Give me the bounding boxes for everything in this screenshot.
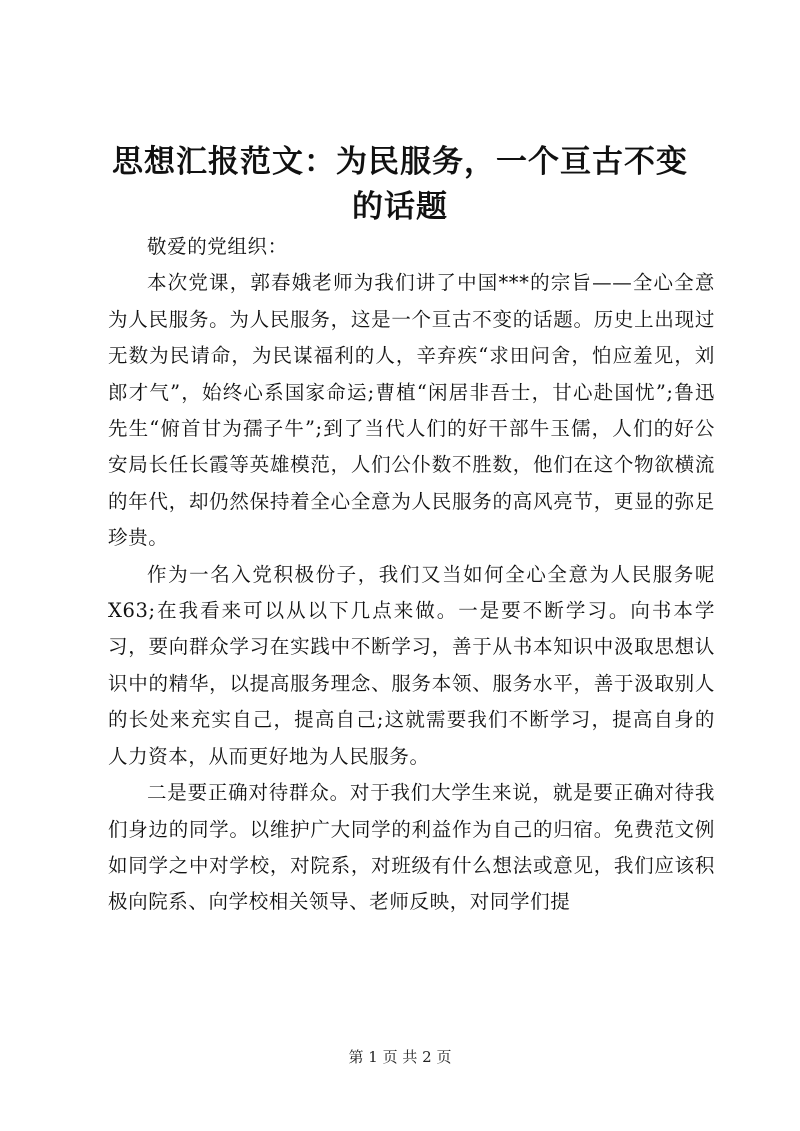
paragraph: 本次党课，郭春娥老师为我们讲了中国***的宗旨——全心全意为人民服务。为人民服务，这是一个亘古不变的话题。历史上出现过无数为民请命，为民谋福利的人，辛弃疾“求田问舍，怕应羞见，刘郎才气”，始终心系国家命运;曹植“闲居非吾士，甘心赴国忧”;鲁迅先生“俯首甘为孺子牛”;到了当代人们的好干部牛玉儒，人们的好公安局长任长霞等英雄模范，人们公仆数不胜数，他们在这个物欲横流的年代，却仍然保持着全心全意为人民服务的高风亮节，更显的弥足珍贵。: [108, 271, 715, 550]
page-number: 第 1 页 共 2 页: [348, 1048, 452, 1066]
paragraph: 二是要正确对待群众。对于我们大学生来说，就是要正确对待我们身边的同学。以维护广大同学的利益作为自己的归宿。免费范文例如同学之中对学校，对院系，对班级有什么想法或意见，我们应该积极向院系、向学校相关领导、老师反映，对同学们提: [108, 781, 715, 914]
document-body: [108, 229, 715, 921]
salutation: 敬爱的党组织：: [147, 235, 288, 258]
paragraph: 作为一名入党积极份子，我们又当如何全心全意为人民服务呢 X63;在我看来可以从以下几点来做。一是要不断学习。向书本学习，要向群众学习在实践中不断学习，善于从书本知识中汲取思想认识中的精华，以提高服务理念、服务本领、服务水平，善于汲取别人的长处来充实自己，提高自己;这就需要我们不断学习，提高自身的人力资本，从而更好地为人民服务。: [108, 562, 715, 768]
document-title: 思想汇报范文：为民服务，一个亘古不变的话题: [112, 144, 688, 225]
